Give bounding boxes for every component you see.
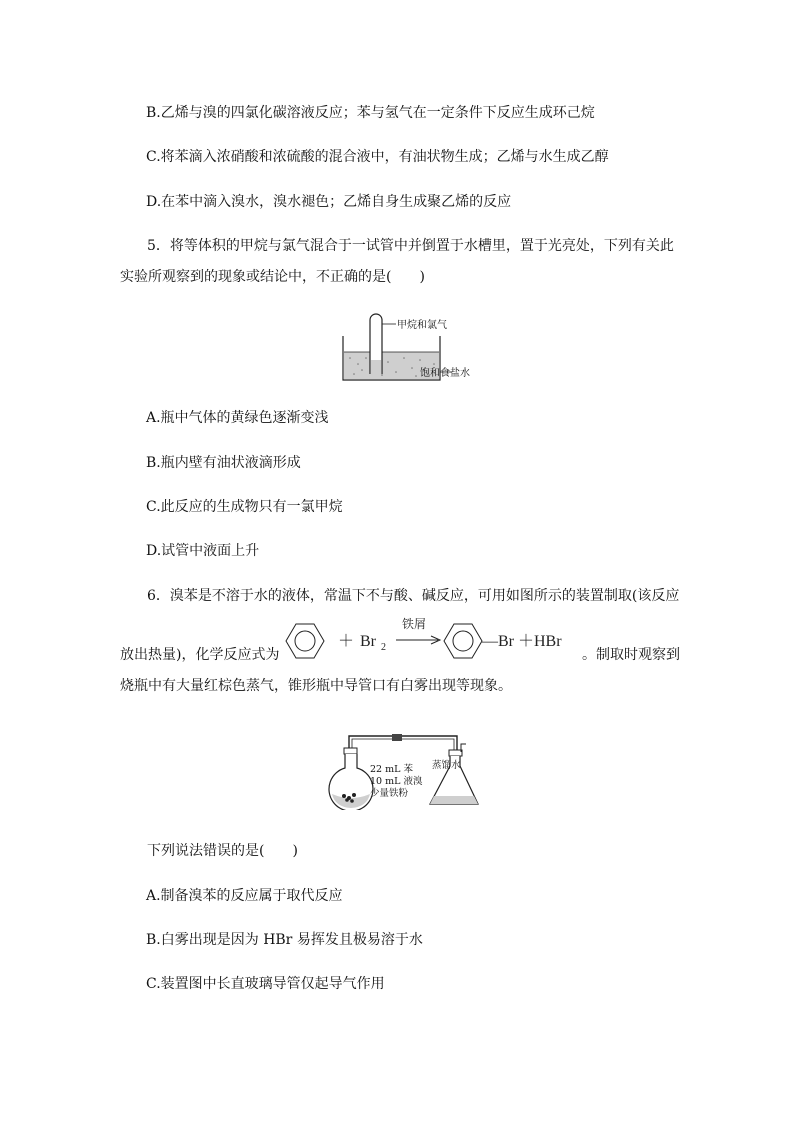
q5-stem-line1: 5．将等体积的甲烷与氯气混合于一试管中并倒置于水槽里，置于光亮处，下列有关此	[147, 238, 674, 254]
q6-stem-line1: 6．溴苯是不溶于水的液体，常温下不与酸、碱反应，可用如图所示的装置制取(该反应	[147, 588, 680, 604]
q6-stem-line2-suffix: 。制取时观察到	[582, 647, 680, 663]
q6-stem-line3: 烧瓶中有大量红棕色蒸气，锥形瓶中导管口有白雾出现等现象。	[120, 678, 512, 694]
q5-option-d: D.试管中液面上升	[146, 543, 260, 559]
bromobenzene-ring-icon	[444, 624, 482, 658]
q5-option-c: C.此反应的生成物只有一氯甲烷	[146, 499, 343, 515]
label-liquid-bromine: 10 mL 液溴	[370, 776, 423, 787]
q6-question: 下列说法错误的是( )	[147, 843, 298, 859]
q5-option-b: B.瓶内壁有油状液滴形成	[146, 455, 301, 471]
q6-stem-line2-prefix: 放出热量)，化学反应式为	[120, 647, 280, 663]
label-benzene: 22 mL 苯	[370, 764, 413, 775]
q6-apparatus-figure	[322, 728, 482, 810]
q5-apparatus-figure	[340, 308, 490, 383]
q6-option-b: B.白雾出现是因为 HBr 易挥发且极易溶于水	[146, 932, 423, 948]
plus-sign-1: ＋	[338, 633, 355, 650]
q6-option-c: C.装置图中长直玻璃导管仅起导气作用	[146, 976, 385, 992]
q4-option-c: C.将苯滴入浓硝酸和浓硫酸的混合液中，有油状物生成；乙烯与水生成乙醇	[146, 149, 609, 165]
product-hbr: ＋HBr	[518, 633, 562, 650]
label-distilled-water: 蒸馏水	[432, 760, 461, 771]
tube-connector	[392, 734, 402, 741]
catalyst-label: 铁屑	[402, 617, 427, 631]
q5-option-a: A.瓶中气体的黄绿色逐渐变浅	[146, 410, 329, 426]
q4-option-d: D.在苯中滴入溴水，溴水褪色；乙烯自身生成聚乙烯的反应	[146, 194, 512, 210]
reaction-arrow-icon	[396, 636, 440, 644]
benzene-ring-icon	[286, 624, 324, 658]
q5-stem-line2: 实验所观察到的现象或结论中，不正确的是( )	[120, 269, 425, 285]
q6-option-a: A.制备溴苯的反应属于取代反应	[146, 888, 343, 904]
q6-chemical-equation	[278, 616, 580, 666]
reagent-br2: Br	[360, 633, 376, 650]
reagent-subscript: 2	[381, 642, 386, 653]
label-methane-chlorine: 甲烷和氯气	[397, 320, 447, 331]
q4-option-b: B.乙烯与溴的四氯化碳溶液反应；苯与氢气在一定条件下反应生成环己烷	[146, 105, 595, 121]
label-iron-powder: 少量铁粉	[370, 788, 409, 799]
product-bromo-group: —Br	[482, 633, 514, 650]
label-saline-water: 饱和食盐水	[420, 368, 470, 379]
